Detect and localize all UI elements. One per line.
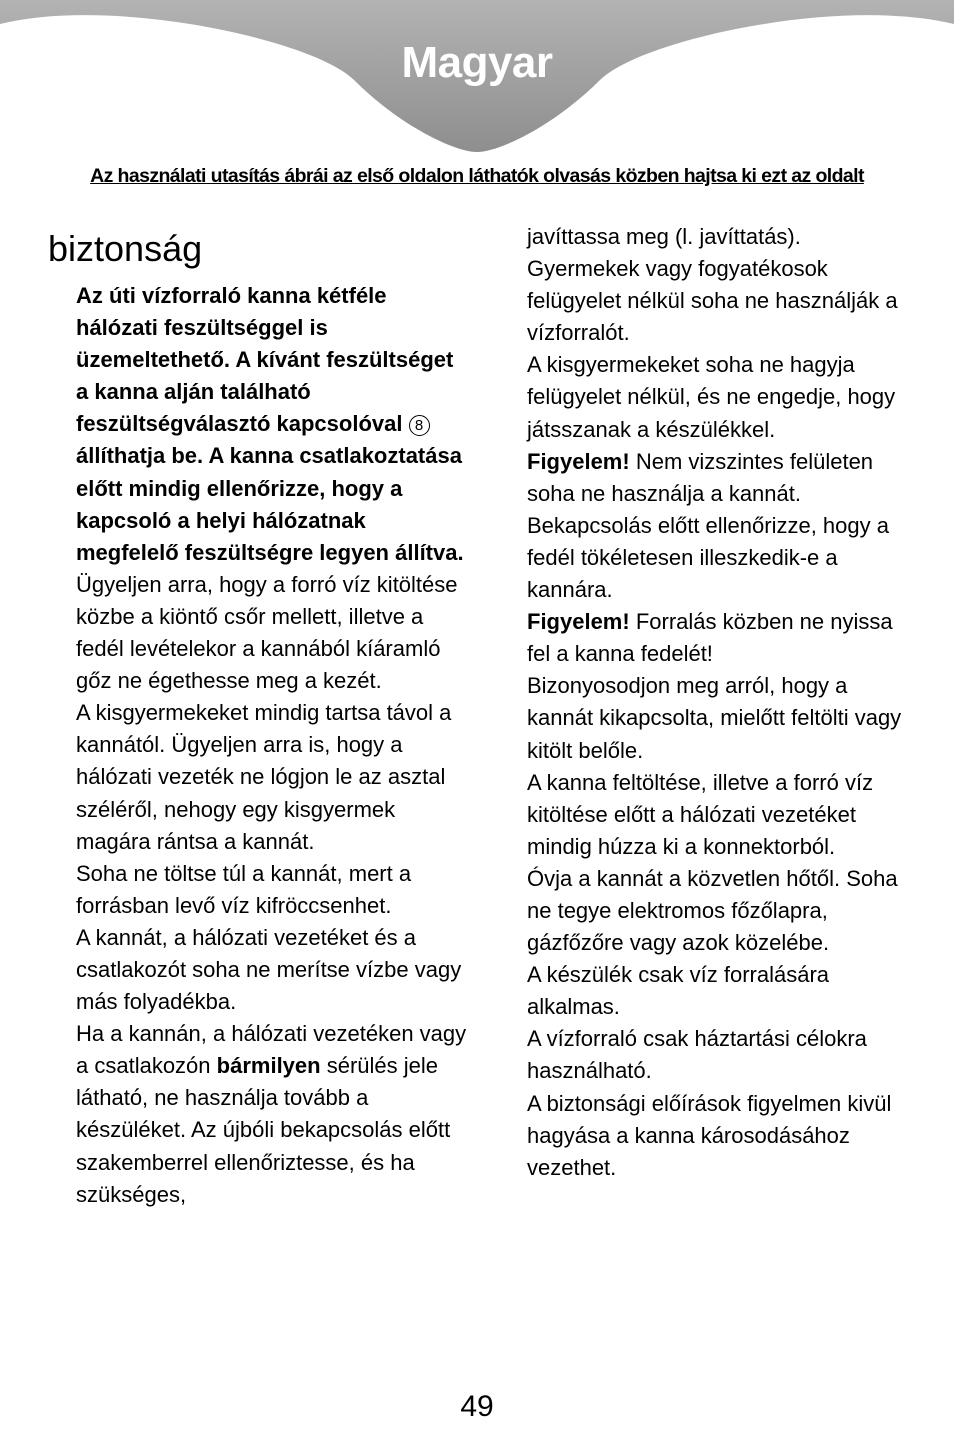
right-p6-text: Forralás közben ne nyissa fel a kanna fedelét! (527, 609, 893, 667)
intro-paragraph (76, 280, 468, 569)
right-paragraph-3: A kisgyermekeket soha ne hagyja felügyelet nélkül, és ne engedje, hogy játsszanak a készülékkel. (527, 352, 896, 442)
right-paragraph-7: Bizonyosodjon meg arról, hogy a kannát kikapcsolta, mielőtt feltölti vagy kitölt belőle. (527, 673, 902, 763)
warning-label: Figyelem! (527, 609, 630, 635)
right-paragraph-12: A biztonsági előírások figyelmen kivül hagyása a kanna károsodásához vezethet. (527, 1090, 892, 1180)
left-paragraph-3: Soha ne töltse túl a kannát, mert a forrásban levő víz kifröccsenhet. (76, 860, 412, 918)
left-p5-bold: bármilyen (216, 1053, 321, 1079)
left-p5-text-1: Ha a kannán, a hálózati vezetéken vagy a csatlakozón (76, 1021, 467, 1079)
right-paragraph-8: A kanna feltöltése, illetve a forró víz kitöltése előtt a hálózati vezetéket mindig húzza ki a konnektorból. (527, 769, 874, 859)
right-paragraph-11: A vízforraló csak háztartási célokra használható. (527, 1026, 867, 1084)
left-paragraph-1: Ügyeljen arra, hogy a forró víz kitöltése közbe a kiöntő csőr mellett, illetve a fedél levételekor a kannából kíáramló gőz ne égethesse meg a kezét. (76, 571, 458, 694)
warning-label: Figyelem! (527, 448, 630, 474)
left-paragraph-5 (76, 1018, 468, 1211)
right-p4-text: Nem vizszintes felületen soha ne használja a kannát. (527, 448, 874, 506)
right-paragraph-10: A készülék csak víz forralására alkalmas. (527, 962, 830, 1020)
page-number: 49 (460, 1390, 494, 1423)
left-paragraph-2: A kisgyermekeket mindig tartsa távol a kannától. Ügyeljen arra is, hogy a hálózati vezeték ne lógjon le az asztal széléről, nehogy egy kisgyermek magára rántsa a kannát. (76, 700, 452, 854)
intro-text-1: Az úti vízforraló kanna kétféle hálózati feszültséggel is üzemeltethető. A kívánt feszültséget a kanna alján található feszültségválasztó kapcsolóval (76, 283, 454, 437)
right-paragraph-4 (527, 446, 917, 510)
left-paragraph-4: A kannát, a hálózati vezetéket és a csatlakozót soha ne merítse vízbe vagy más folyadékba. (76, 924, 462, 1015)
intro-text-2: állíthatja be. A kanna csatlakoztatása előtt mindig ellenőrizze, hogy a kapcsoló a helyi hálózatnak megfelelő feszültségre legyen állítva. (76, 443, 464, 565)
right-paragraph-2: Gyermekek vagy fogyatékosok felügyelet nélkül soha ne használják a vízforralót. (527, 256, 898, 346)
right-paragraph-9: Óvja a kannát a közvetlen hőtől. Soha ne tegye elektromos főzőlapra, gázfőzőre vagy azok közelébe. (527, 865, 898, 956)
right-paragraph-1: javíttassa meg (l. javíttatás). (527, 224, 801, 249)
left-column (76, 280, 468, 1211)
section-heading: biztonság (48, 228, 203, 269)
circled-number-ref: 8 (409, 415, 430, 436)
right-paragraph-6 (527, 606, 917, 670)
right-column (527, 221, 917, 1184)
left-p5-text-2: sérülés jele látható, ne használja tovább a készüléket. Az újbóli bekapcsolás előtt szakemberrel ellenőriztesse, és ha szükséges, (76, 1053, 451, 1207)
instruction-note: Az használati utasítás ábrái az első oldalon láthatók olvasás közben hajtsa ki ezt az oldalt (90, 165, 864, 187)
page-title: Magyar (401, 38, 553, 87)
right-paragraph-5: Bekapcsolás előtt ellenőrizze, hogy a fedél tökéletesen illeszkedik-e a kannára. (527, 512, 889, 603)
